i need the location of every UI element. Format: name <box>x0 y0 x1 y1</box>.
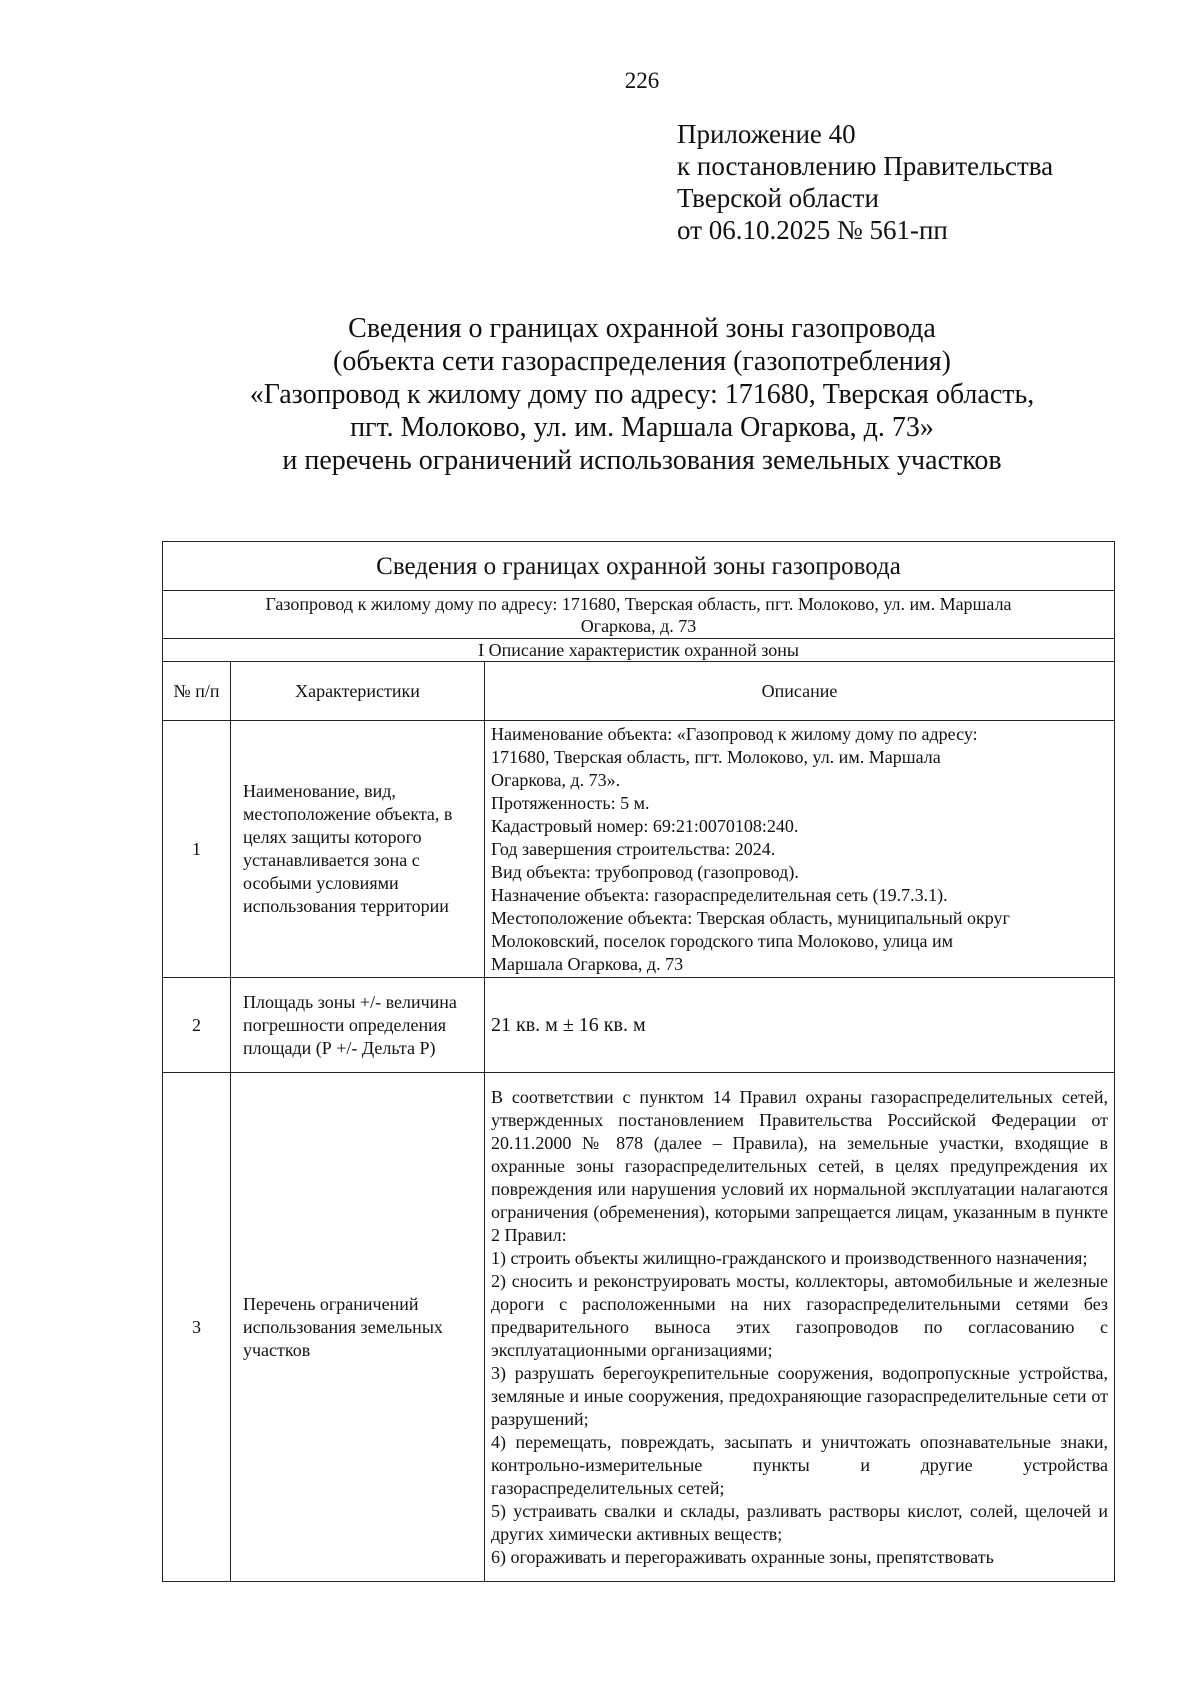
title-line: «Газопровод к жилому дому по адресу: 171680, Тверская область, <box>249 379 1035 410</box>
desc-line: Назначение объекта: газораспределительная сеть (19.7.3.1). <box>491 884 948 905</box>
row-description <box>485 721 1115 978</box>
desc-line: Наименование объекта: «Газопровод к жилому дому по адресу: <box>491 723 978 744</box>
page-number: 226 <box>624 68 660 93</box>
column-header-characteristics: Характеристики <box>231 662 485 721</box>
object-line: Огаркова, д. 73 <box>580 615 697 636</box>
object-line: Газопровод к жилому дому по адресу: 171680, Тверская область, пгт. Молоково, ул. им. Маршала <box>265 593 1012 614</box>
section-heading: I Описание характеристик охранной зоны <box>163 639 1115 662</box>
zone-table <box>162 541 1115 1582</box>
desc-line: Маршала Огаркова, д. 73 <box>491 953 684 974</box>
row-description: 21 кв. м ± 16 кв. м <box>485 978 1115 1073</box>
title-line: (объекта сети газораспределения (газопотребления) <box>333 346 951 377</box>
table-row <box>163 721 1115 978</box>
appendix-line: Тверской области <box>677 183 879 213</box>
title-line: Сведения о границах охранной зоны газопровода <box>348 313 936 344</box>
restriction-paragraph: В соответствии с пунктом 14 Правил охраны газораспределительных сетей, утвержденных постановлением Правительства Российской Федерации от 20.11.2000 № 878 (далее – Правила), на земельные участки, входящие в охранные зоны газораспределительных сетей, в целях предупреждения их повреждения или нарушения условий их нормальной эксплуатации налагаются ограничения (обременения), которыми запрещается лицам, указанным в пункте 2 Правил: <box>491 1086 1109 1245</box>
table-row <box>163 978 1115 1073</box>
restriction-item: 3) разрушать берегоукрепительные сооружения, водопропускные устройства, земляные и иные сооружения, предохраняющие газораспределительные сети от разрушений; <box>491 1362 1109 1429</box>
appendix-line: от 06.10.2025 № 561-пп <box>677 215 948 245</box>
column-header-number: № п/п <box>163 662 231 721</box>
desc-line: Кадастровый номер: 69:21:0070108:240. <box>491 815 799 836</box>
row-number: 3 <box>163 1073 231 1582</box>
desc-line: 171680, Тверская область, пгт. Молоково, ул. им. Маршала <box>491 746 941 767</box>
table-row <box>163 1073 1115 1582</box>
column-header-description: Описание <box>485 662 1115 721</box>
table-header-object <box>163 591 1115 639</box>
restriction-item: 6) огораживать и перегораживать охранные зоны, препятствовать <box>491 1546 994 1567</box>
desc-line: Молоковский, поселок городского типа Молоково, улица им <box>491 930 953 951</box>
desc-line: Протяженность: 5 м. <box>491 792 650 813</box>
table-header-main: Сведения о границах охранной зоны газопровода <box>163 542 1115 591</box>
desc-line: Вид объекта: трубопровод (газопровод). <box>491 861 799 882</box>
restriction-item: 2) сносить и реконструировать мосты, коллекторы, автомобильные и железные дороги с расположенными на них газораспределительными сетями без предварительного выноса этих газопроводов по согласованию с эксплуатационными организациями; <box>491 1270 1109 1360</box>
restriction-item: 1) строить объекты жилищно-гражданского и производственного назначения; <box>491 1247 1088 1268</box>
title-line: и перечень ограничений использования земельных участков <box>282 445 1002 476</box>
desc-line: Год завершения строительства: 2024. <box>491 838 776 859</box>
row-label: Перечень ограничений использования земельных участков <box>231 1073 485 1582</box>
row-number: 1 <box>163 721 231 978</box>
row-number: 2 <box>163 978 231 1073</box>
desc-line: Огаркова, д. 73». <box>491 769 621 790</box>
restriction-item: 4) перемещать, повреждать, засыпать и уничтожать опознавательные знаки, контрольно-измерительные пункты и другие устройства газораспределительных сетей; <box>491 1431 1109 1498</box>
row-description <box>485 1073 1115 1582</box>
restriction-item: 5) устраивать свалки и склады, разливать растворы кислот, солей, щелочей и других химически активных веществ; <box>491 1500 1109 1544</box>
row-label: Наименование, вид, местоположение объекта, в целях защиты которого устанавливается зона с особыми условиями использования территории <box>231 721 485 978</box>
document-title <box>0 312 1200 477</box>
appendix-reference <box>677 118 1053 246</box>
appendix-line: Приложение 40 <box>677 119 856 149</box>
desc-line: Местоположение объекта: Тверская область, муниципальный округ <box>491 907 1010 928</box>
title-line: пгт. Молоково, ул. им. Маршала Огаркова, д. 73» <box>350 412 934 443</box>
row-label: Площадь зоны +/- величина погрешности определения площади (Р +/- Дельта Р) <box>231 978 485 1073</box>
appendix-line: к постановлению Правительства <box>677 151 1054 181</box>
